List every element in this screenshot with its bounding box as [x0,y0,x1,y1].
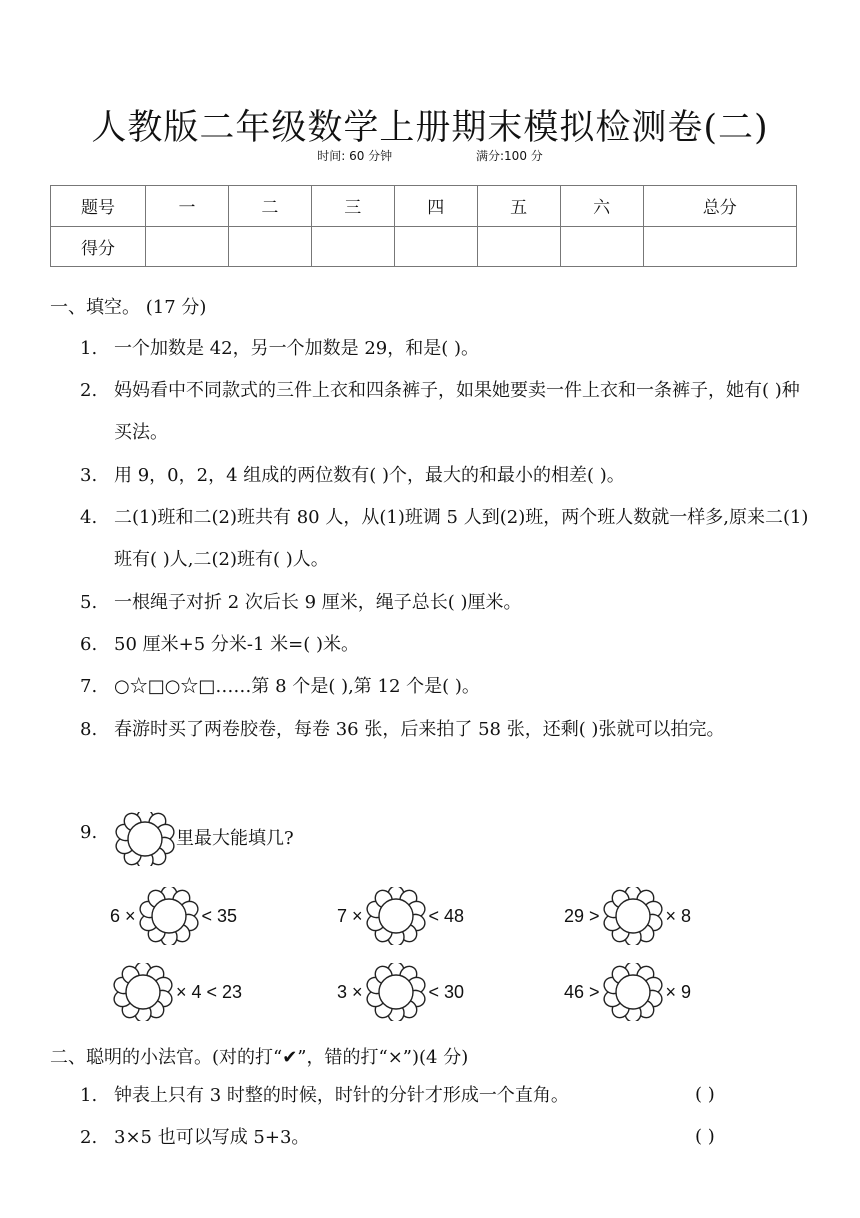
question-item [80,624,815,666]
flower-blank-icon[interactable] [602,887,664,945]
score-table-header: 一 [146,186,229,227]
question-number: 2. [80,380,98,401]
score-cell[interactable] [146,226,229,267]
question-text: 钟表上只有 3 时整的时候，时针的分针才形成一个直角。 [114,1085,569,1106]
equation-left: 7 × [337,905,363,926]
question-number: 5. [80,592,98,613]
question-item [80,812,815,866]
section-2-heading: 二、聪明的小法官。(对的打“✔”，错的打“×”)(4 分) [50,1047,469,1068]
score-cell[interactable] [477,226,560,267]
equation-right: × 4 < 23 [176,981,243,1002]
question-item [80,666,815,708]
score-table-header-row [51,186,797,227]
score-table-header: 题号 [51,186,146,227]
flower-icon [114,812,176,866]
exam-info [0,147,860,164]
question-text: 3×5 也可以写成 5+3。 [114,1127,310,1148]
exam-time: 时间: 60 分钟 [317,149,393,163]
score-cell[interactable] [560,226,643,267]
equation-right: × 8 [665,905,692,926]
flower-blank-icon[interactable] [602,963,664,1021]
flower-equation [110,963,242,1021]
score-cell[interactable] [643,226,796,267]
question-text: 妈妈看中不同款式的三件上衣和四条裤子，如果她要卖一件上衣和一条裤子，她有( )种买法。 [114,380,800,443]
question-item [80,497,815,581]
question-number: 9. [80,822,98,843]
question-item [80,709,815,751]
question-text: 里最大能填几? [176,828,294,849]
section-1-heading: 一、填空。 (17 分) [50,297,207,318]
score-table-header: 总分 [643,186,796,227]
question-number: 8. [80,719,98,740]
question-text: 用 9，0，2，4 组成的两位数有( )个，最大的和最小的相差( )。 [114,465,625,486]
question-item [80,455,815,497]
flower-equation [337,887,464,945]
question-item [80,328,815,370]
equation-left: 3 × [337,981,363,1002]
flower-blank-icon[interactable] [365,963,427,1021]
equation-left: 46 > [564,981,600,1002]
score-cell[interactable] [394,226,477,267]
score-table-header: 五 [477,186,560,227]
answer-blank[interactable]: ( ) [695,1126,715,1147]
score-table-header: 三 [311,186,394,227]
question-text: 50 厘米+5 分米-1 米=( )米。 [114,634,359,655]
score-row-label: 得分 [51,226,146,267]
question-text: 春游时买了两卷胶卷，每卷 36 张，后来拍了 58 张，还剩( )张就可以拍完。 [114,719,725,740]
question-number: 1. [80,1085,98,1106]
question-number: 2. [80,1127,98,1148]
flower-equation [110,887,237,945]
equation-left: 29 > [564,905,600,926]
flower-blank-icon[interactable] [112,963,174,1021]
score-cell[interactable] [311,226,394,267]
exam-total-score: 满分:100 分 [476,149,543,163]
question-number: 6. [80,634,98,655]
equation-right: × 9 [665,981,692,1002]
score-table-header: 六 [560,186,643,227]
score-table [50,185,797,267]
score-cell[interactable] [228,226,311,267]
page-title: 人教版二年级数学上册期末模拟检测卷(二) [91,108,769,148]
flower-blank-icon[interactable] [138,887,200,945]
flower-equation [564,963,691,1021]
equation-right: < 35 [201,905,238,926]
question-text: 二(1)班和二(2)班共有 80 人，从(1)班调 5 人到(2)班，两个班人数就一样多,原来二(1)班有( )人,二(2)班有( )人。 [114,507,809,570]
flower-equation [564,887,691,945]
score-table-header: 四 [394,186,477,227]
equation-left: 6 × [110,905,136,926]
score-table-header: 二 [228,186,311,227]
score-table-score-row [51,226,797,267]
equation-right: < 30 [428,981,465,1002]
question-number: 1. [80,338,98,359]
question-text: 一个加数是 42，另一个加数是 29，和是( )。 [114,338,480,359]
question-text: 一根绳子对折 2 次后长 9 厘米，绳子总长( )厘米。 [114,592,522,613]
question-item [80,370,815,454]
question-number: 7. [80,676,98,697]
answer-blank[interactable]: ( ) [695,1084,715,1105]
question-number: 3. [80,465,98,486]
question-text: ○☆□○☆□……第 8 个是( ),第 12 个是( )。 [114,676,480,697]
question-item [80,582,815,624]
flower-equation [337,963,464,1021]
question-number: 4. [80,507,98,528]
equation-right: < 48 [428,905,465,926]
flower-blank-icon[interactable] [365,887,427,945]
